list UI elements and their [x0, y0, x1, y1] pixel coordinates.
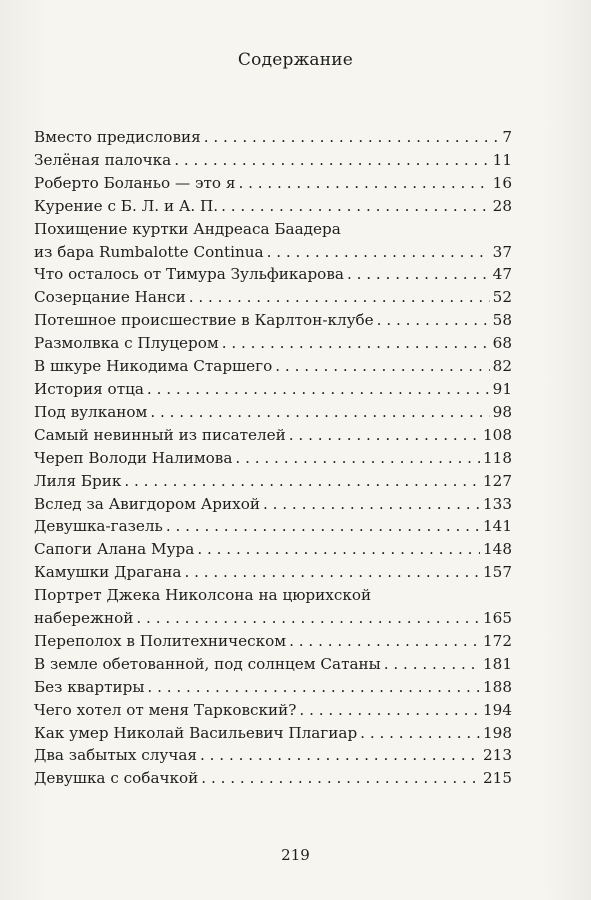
toc-entry — [34, 561, 512, 584]
dot-leader — [150, 401, 489, 424]
dot-leader — [222, 332, 490, 355]
toc-entry-line — [34, 401, 512, 424]
toc-entry-line — [34, 195, 512, 218]
toc-entry-page: 213 — [483, 746, 512, 765]
toc-entry-page: 28 — [492, 196, 512, 215]
dot-leader — [235, 447, 480, 470]
dot-leader — [124, 470, 480, 493]
toc-entry-page: 82 — [492, 357, 512, 376]
dot-leader — [204, 126, 500, 149]
toc-entry-line — [34, 424, 512, 447]
toc-entry-line — [34, 263, 512, 286]
toc-entry-line — [34, 447, 512, 470]
dot-leader — [166, 515, 480, 538]
dot-leader — [201, 767, 480, 790]
toc-entry-page: 127 — [483, 471, 512, 490]
toc-entry-line — [34, 378, 512, 401]
toc-entry-line — [34, 309, 512, 332]
toc-entry — [34, 767, 512, 790]
toc-entry-line — [34, 515, 512, 538]
toc-entry-page: 68 — [492, 334, 512, 353]
toc-entry-line — [34, 561, 512, 584]
toc-entry-line — [34, 538, 512, 561]
toc-entry-title: Девушка с собачкой — [34, 769, 199, 788]
table-of-contents — [34, 126, 512, 790]
toc-entry — [34, 149, 512, 172]
toc-entry — [34, 744, 512, 767]
toc-entry-page: 188 — [483, 677, 512, 696]
toc-entry-line — [34, 332, 512, 355]
toc-entry-line — [34, 493, 512, 516]
toc-entry-line — [34, 470, 512, 493]
toc-entry — [34, 424, 512, 447]
dot-leader — [238, 172, 489, 195]
toc-entry-title: Девушка-газель — [34, 517, 163, 536]
dot-leader — [377, 309, 490, 332]
toc-entry-line — [34, 722, 512, 745]
toc-entry-page: 47 — [492, 265, 512, 284]
dot-leader — [263, 493, 480, 516]
toc-entry — [34, 630, 512, 653]
toc-entry — [34, 309, 512, 332]
toc-entry-title: Самый невинный из писателей — [34, 425, 286, 444]
dot-leader — [299, 699, 480, 722]
toc-entry-page: 37 — [492, 242, 512, 261]
toc-entry-title: Что осталось от Тимура Зульфикарова — [34, 265, 344, 284]
toc-entry-title: Камушки Драгана — [34, 563, 182, 582]
toc-entry-title: Под вулканом — [34, 402, 148, 421]
toc-entry — [34, 653, 512, 676]
toc-entry-line — [34, 607, 512, 630]
dot-leader — [289, 630, 480, 653]
toc-entry — [34, 584, 512, 630]
toc-entry-title-line1: Похищение куртки Андреаса Баадера — [34, 219, 341, 238]
dot-leader — [267, 241, 490, 264]
toc-entry-page: 98 — [492, 402, 512, 421]
toc-entry-page: 91 — [492, 379, 512, 398]
toc-entry-page: 198 — [483, 723, 512, 742]
toc-entry — [34, 172, 512, 195]
toc-entry — [34, 493, 512, 516]
dot-leader — [347, 263, 490, 286]
toc-entry-line — [34, 126, 512, 149]
toc-entry-line — [34, 286, 512, 309]
dot-leader — [275, 355, 489, 378]
toc-entry — [34, 722, 512, 745]
toc-entry-page: 194 — [483, 700, 512, 719]
toc-entry — [34, 286, 512, 309]
page-title: Содержание — [237, 50, 354, 70]
toc-entry-title: Курение с Б. Л. и А. П. — [34, 196, 219, 215]
toc-entry-page: 215 — [483, 769, 512, 788]
toc-entry-title: набережной — [34, 609, 134, 628]
dot-leader — [221, 195, 490, 218]
toc-entry-title: Размолвка с Плуцером — [34, 334, 219, 353]
toc-entry-page: 157 — [483, 563, 512, 582]
toc-entry-title: Вместо предисловия — [34, 128, 201, 146]
toc-entry-title: Вслед за Авигдором Арихой — [34, 494, 260, 513]
toc-entry-page: 133 — [483, 494, 512, 513]
toc-entry-line — [34, 767, 512, 790]
toc-entry-line — [34, 653, 512, 676]
toc-entry — [34, 401, 512, 424]
toc-entry-title: Без квартиры — [34, 677, 145, 696]
toc-entry — [34, 515, 512, 538]
toc-entry-title: Чего хотел от меня Тарковский? — [34, 700, 297, 719]
dot-leader — [147, 676, 480, 699]
dot-leader — [200, 744, 480, 767]
toc-entry-title: В земле обетованной, под солнцем Сатаны — [34, 654, 381, 673]
toc-entry-title: Потешное происшествие в Карлтон-клубе — [34, 311, 374, 330]
toc-entry — [34, 447, 512, 470]
dot-leader — [136, 607, 480, 630]
toc-entry — [34, 538, 512, 561]
dot-leader — [184, 561, 480, 584]
dot-leader — [360, 722, 480, 745]
toc-entry-title: В шкуре Никодима Старшего — [34, 357, 273, 376]
toc-entry-title: Два забытых случая — [34, 746, 197, 765]
toc-entry — [34, 378, 512, 401]
toc-entry — [34, 699, 512, 722]
toc-entry — [34, 218, 512, 264]
toc-entry-line — [34, 744, 512, 767]
toc-entry-page: 11 — [492, 150, 512, 169]
toc-entry-title-line1: Портрет Джека Николсона на цюрихской — [34, 586, 372, 605]
toc-entry-line — [34, 630, 512, 653]
toc-entry-line — [34, 699, 512, 722]
toc-entry-title: Переполох в Политехническом — [34, 631, 287, 650]
toc-entry-title: Созерцание Нанси — [34, 288, 186, 307]
toc-entry — [34, 355, 512, 378]
toc-entry-page: 16 — [492, 173, 512, 192]
toc-entry-line — [34, 241, 512, 264]
toc-entry-page: 181 — [483, 654, 512, 673]
toc-entry — [34, 470, 512, 493]
page-number: 219 — [281, 846, 310, 864]
toc-entry-line — [34, 676, 512, 699]
dot-leader — [197, 538, 480, 561]
toc-entry-page: 165 — [483, 609, 512, 628]
toc-entry-page: 148 — [483, 540, 512, 559]
dot-leader — [384, 653, 480, 676]
toc-entry-title: из бара Rumbalotte Continua — [34, 242, 264, 261]
toc-entry — [34, 676, 512, 699]
toc-entry-page: 141 — [483, 517, 512, 536]
toc-entry-page: 172 — [483, 631, 512, 650]
toc-entry-page: 118 — [483, 448, 512, 467]
toc-entry-title: Лиля Брик — [34, 471, 122, 490]
toc-entry-title: Зелёная палочка — [34, 150, 172, 169]
dot-leader — [189, 286, 490, 309]
toc-entry-title: Роберто Боланьо — это я — [34, 173, 236, 192]
toc-entry-page: 52 — [492, 288, 512, 307]
dot-leader — [147, 378, 490, 401]
toc-entry — [34, 263, 512, 286]
toc-entry-page: 58 — [492, 311, 512, 330]
toc-entry-line — [34, 149, 512, 172]
toc-entry-line — [34, 172, 512, 195]
toc-entry-title: Как умер Николай Васильевич Плагиар — [34, 723, 358, 742]
dot-leader — [289, 424, 480, 447]
toc-entry-title: Череп Володи Налимова — [34, 448, 233, 467]
toc-entry-page: 7 — [502, 128, 512, 146]
toc-entry — [34, 332, 512, 355]
dot-leader — [174, 149, 489, 172]
toc-entry — [34, 126, 512, 149]
toc-entry-page: 108 — [483, 425, 512, 444]
toc-entry-line — [34, 355, 512, 378]
toc-entry — [34, 195, 512, 218]
toc-entry-title: Сапоги Алана Мура — [34, 540, 195, 559]
toc-entry-title: История отца — [34, 379, 144, 398]
